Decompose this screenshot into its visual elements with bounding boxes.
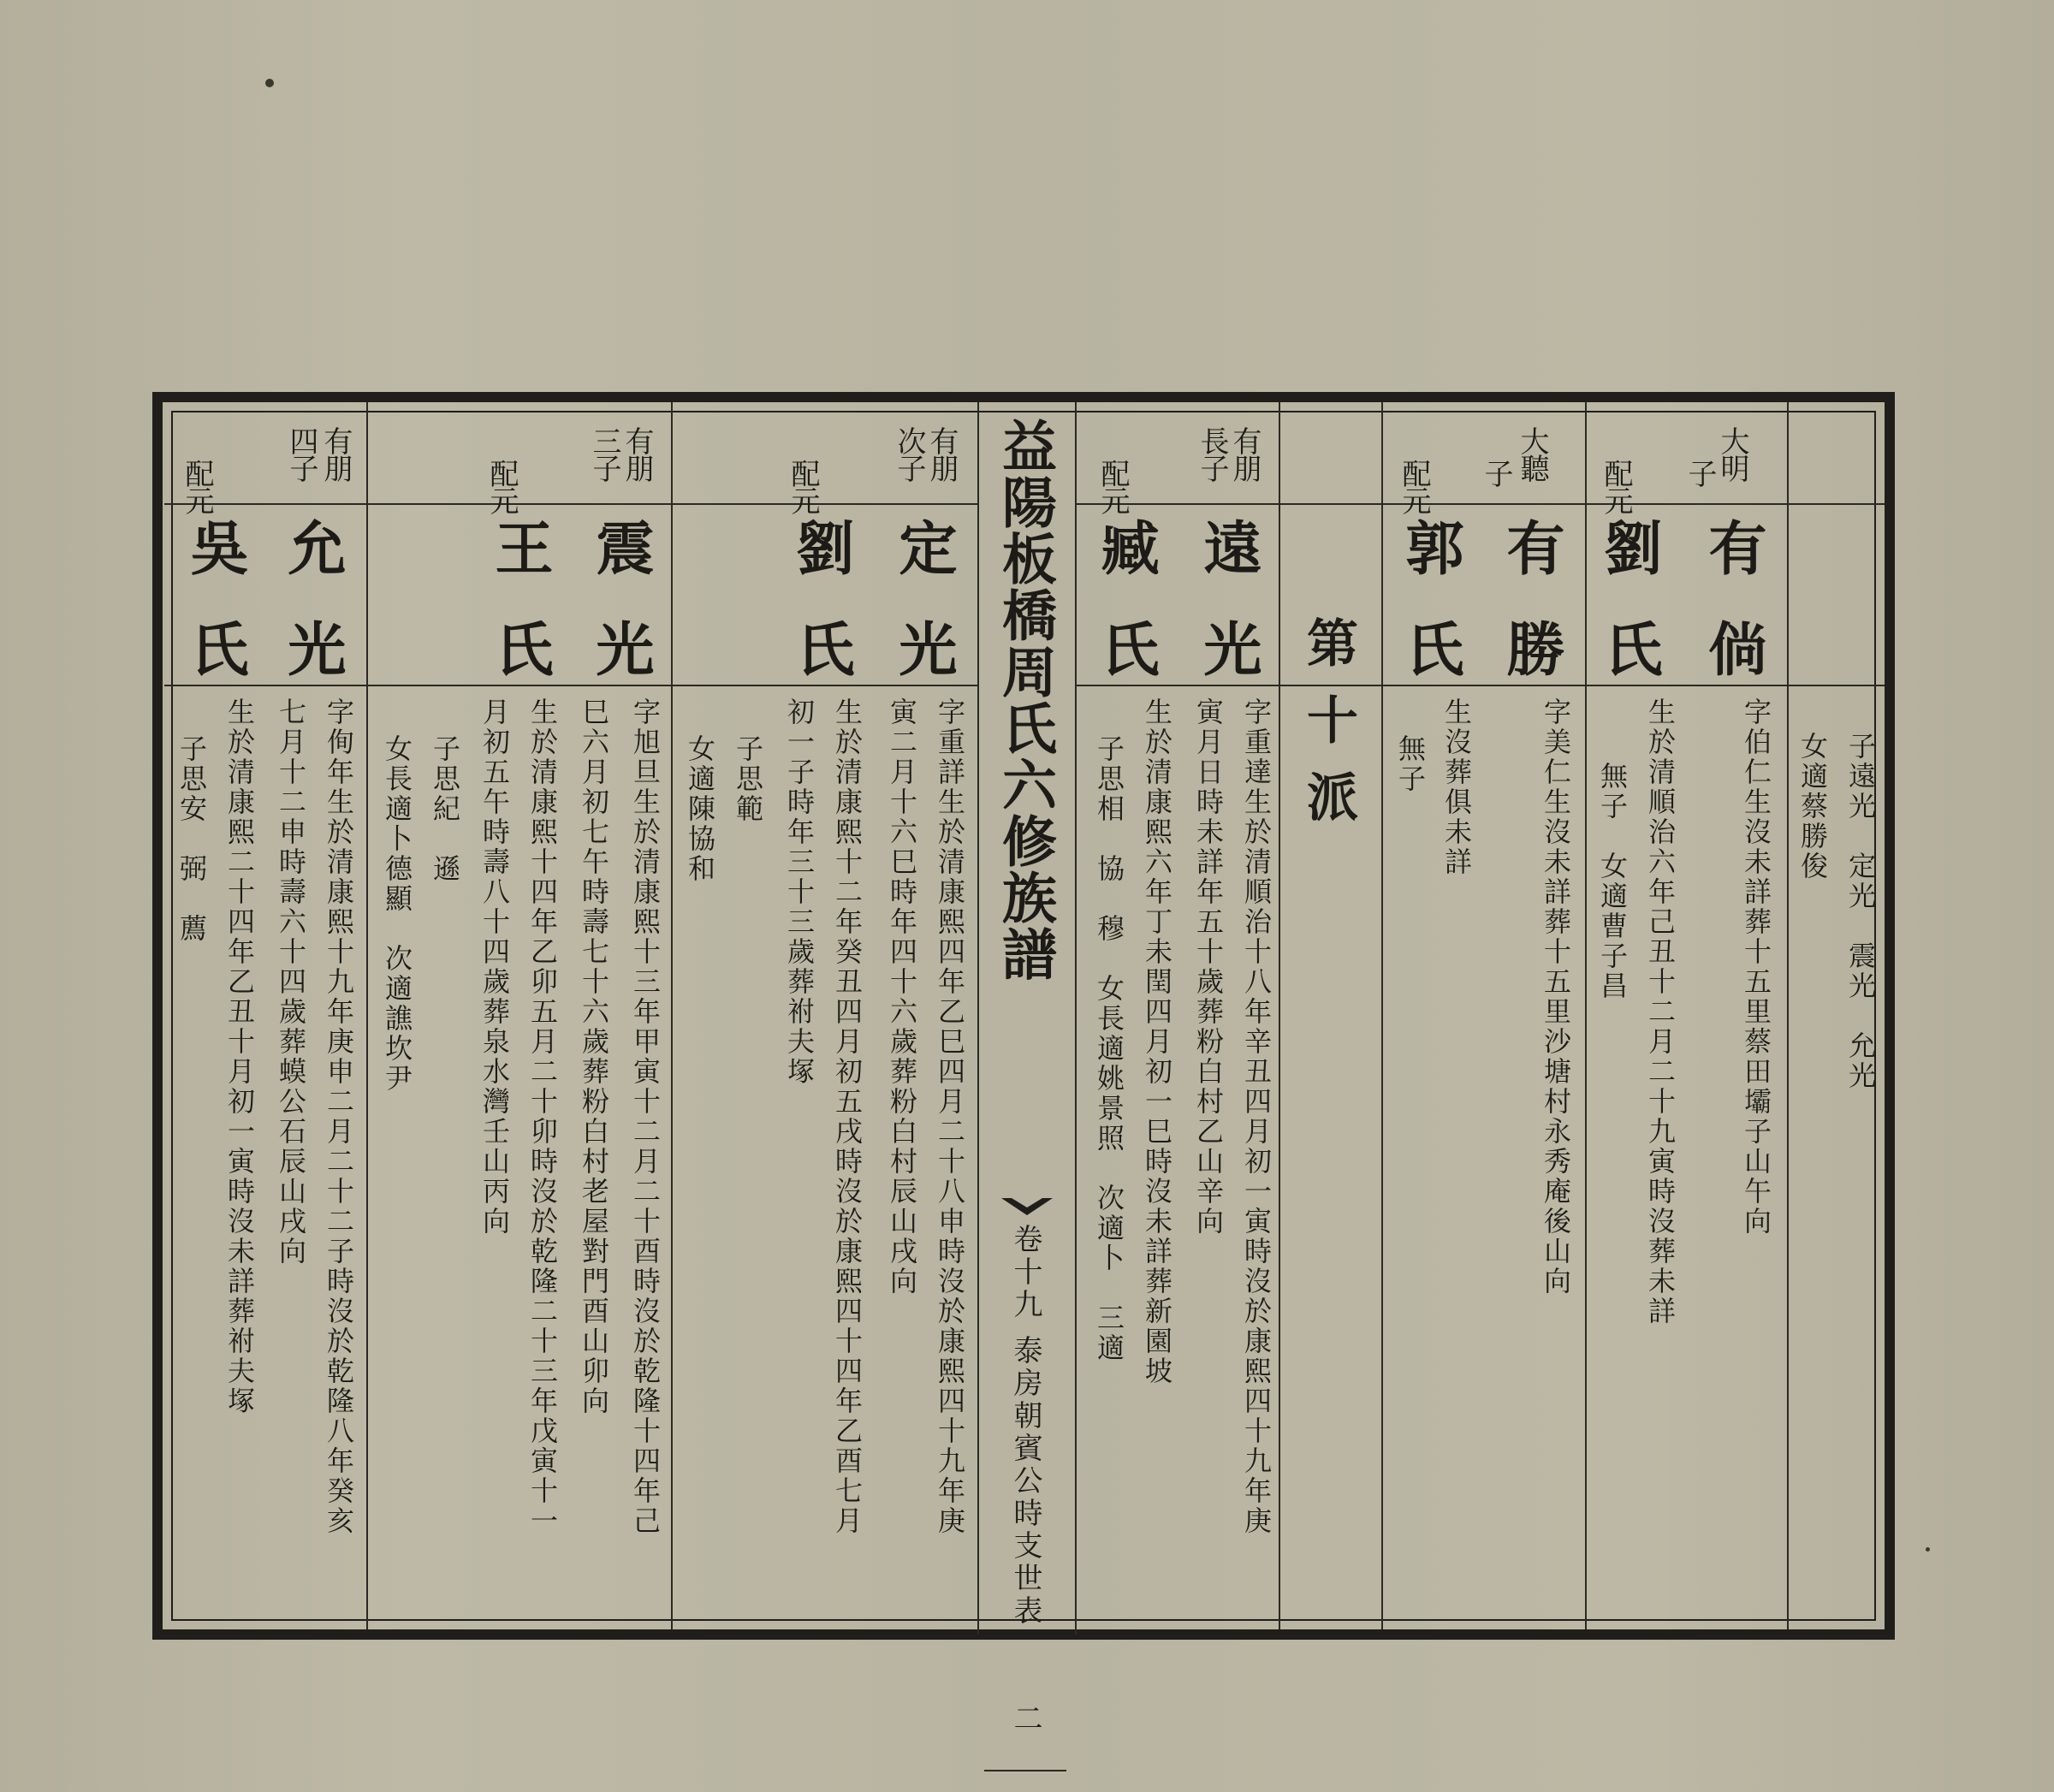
rank-label: 子 [1683,459,1717,486]
father-label: 有朋 [1227,426,1261,481]
fish-tail-mark [1001,1198,1053,1215]
volume-label: 卷十九 [1008,1224,1042,1321]
bio-line: 字旭旦生於清康熙十三年甲寅十二月二十酉時沒於乾隆十四年己 [629,697,662,1536]
center-title-column [977,402,1077,1736]
father-label: 有朋 [318,426,353,481]
ink-spot [265,79,274,87]
bio-line: 字重達生於清順治十八年辛丑四月初一寅時沒於康熙四十九年庚 [1240,697,1273,1536]
rank-label: 子 [1479,459,1513,486]
rank-label: 四子 [284,426,318,481]
column-divider [366,402,368,1629]
page-number: 二 [1008,1703,1042,1736]
bio-line: 無子 [1394,734,1427,794]
spouse-name: 王氏 [485,518,554,720]
pei-label: 配元 [1599,459,1633,513]
bio-line: 初一子時年三十三歲葬祔夫塚 [783,697,816,1087]
section-label: 泰房朝賓公時支世表 [1008,1335,1042,1628]
bio-line: 女長適卜德顯 次適譙坎尹 [381,734,413,1094]
bio-line: 生於清康熙六年丁未閏四月初一巳時沒未詳葬新園坡 [1141,697,1173,1386]
bio-line: 寅月日時未詳年五十歲葬粉白村乙山辛向 [1192,697,1225,1237]
bio-line: 生於清康熙十二年癸丑四月初五戌時沒於康熙四十四年乙酉七月 [831,697,864,1536]
bio-line: 女適陳協和 [684,734,716,884]
column-divider [1279,402,1280,1629]
preface-sons: 子遠光 定光 震光 允光 [1844,732,1877,1091]
bio-line: 生沒葬俱未詳 [1440,697,1473,877]
column-divider [1381,402,1383,1629]
header-rule-right [1075,503,1885,505]
spouse-name: 吳氏 [181,518,249,720]
spouse-name: 臧氏 [1091,518,1160,720]
bio-line: 字伯仁生沒未詳葬十五里蔡田壩子山午向 [1740,697,1772,1237]
rank-label: 次子 [892,426,926,481]
header-rule-left [164,503,977,505]
column-divider [671,402,673,1629]
pei-label: 配元 [484,459,519,513]
bio-line: 寅二月十六巳時年四十六歲葬粉白村辰山戌向 [886,697,918,1297]
bio-line: 七月十二申時壽六十四歲葬蟆公石辰山戌向 [275,697,307,1267]
bio-line: 巳六月初七午時壽七十六歲葬粉白村老屋對門酉山卯向 [578,697,610,1416]
ink-spot [1926,1547,1930,1552]
person-name: 遠光 [1194,518,1262,720]
preface-daughter: 女適蔡勝俊 [1796,732,1829,881]
rank-label: 三子 [587,426,621,481]
generation-label: 第十派 [1298,616,1358,847]
bio-line: 子思紀 遜 [429,734,461,884]
bio-line: 月初五午時壽八十四歲葬泉水灣壬山丙向 [478,697,511,1237]
pei-label: 配元 [1095,459,1130,513]
bio-line: 子思相 協 穆 女長適姚景照 次適卜 三適 [1093,734,1125,1363]
column-divider [1585,402,1587,1629]
bio-line: 字侚年生於清康熙十九年庚申二月二十二子時沒於乾隆八年癸亥 [323,697,355,1536]
bio-line: 生於清康熙二十四年乙丑十月初一寅時沒未詳葬祔夫塚 [223,697,256,1416]
father-label: 有朋 [924,426,959,481]
column-divider [1787,402,1789,1629]
spouse-name: 郭氏 [1396,518,1464,720]
bio-line: 無子 女適曹子昌 [1596,762,1629,1001]
spouse-name: 劉氏 [1594,518,1663,720]
father-label: 大明 [1715,426,1749,481]
person-name: 有倘 [1699,518,1767,720]
person-name: 允光 [278,518,347,720]
person-name: 有勝 [1497,518,1565,720]
pei-label: 配元 [180,459,214,513]
bio-line: 字重詳生於清康熙四年乙巳四月二十八申時沒於康熙四十九年庚 [934,697,966,1536]
bio-line: 子思範 [732,734,764,824]
pei-label: 配元 [1397,459,1431,513]
pei-label: 配元 [786,459,820,513]
person-name: 定光 [889,518,958,720]
bio-line: 生於清康熙十四年乙卯五月二十卯時沒於乾隆二十三年戊寅十一 [526,697,559,1536]
father-label: 大聽 [1515,426,1549,481]
bio-line: 字美仁生沒未詳葬十五里沙塘村永秀庵後山向 [1540,697,1572,1297]
book-title: 益陽板橋周氏六修族譜 [993,418,1057,982]
person-name: 震光 [586,518,655,720]
rank-label: 長子 [1195,426,1229,481]
spouse-name: 劉氏 [787,518,855,720]
bio-line: 生於清順治六年己丑十二月二十九寅時沒葬未詳 [1644,697,1677,1326]
bio-line: 子思安 弼 薦 [175,734,208,944]
father-label: 有朋 [620,426,654,481]
